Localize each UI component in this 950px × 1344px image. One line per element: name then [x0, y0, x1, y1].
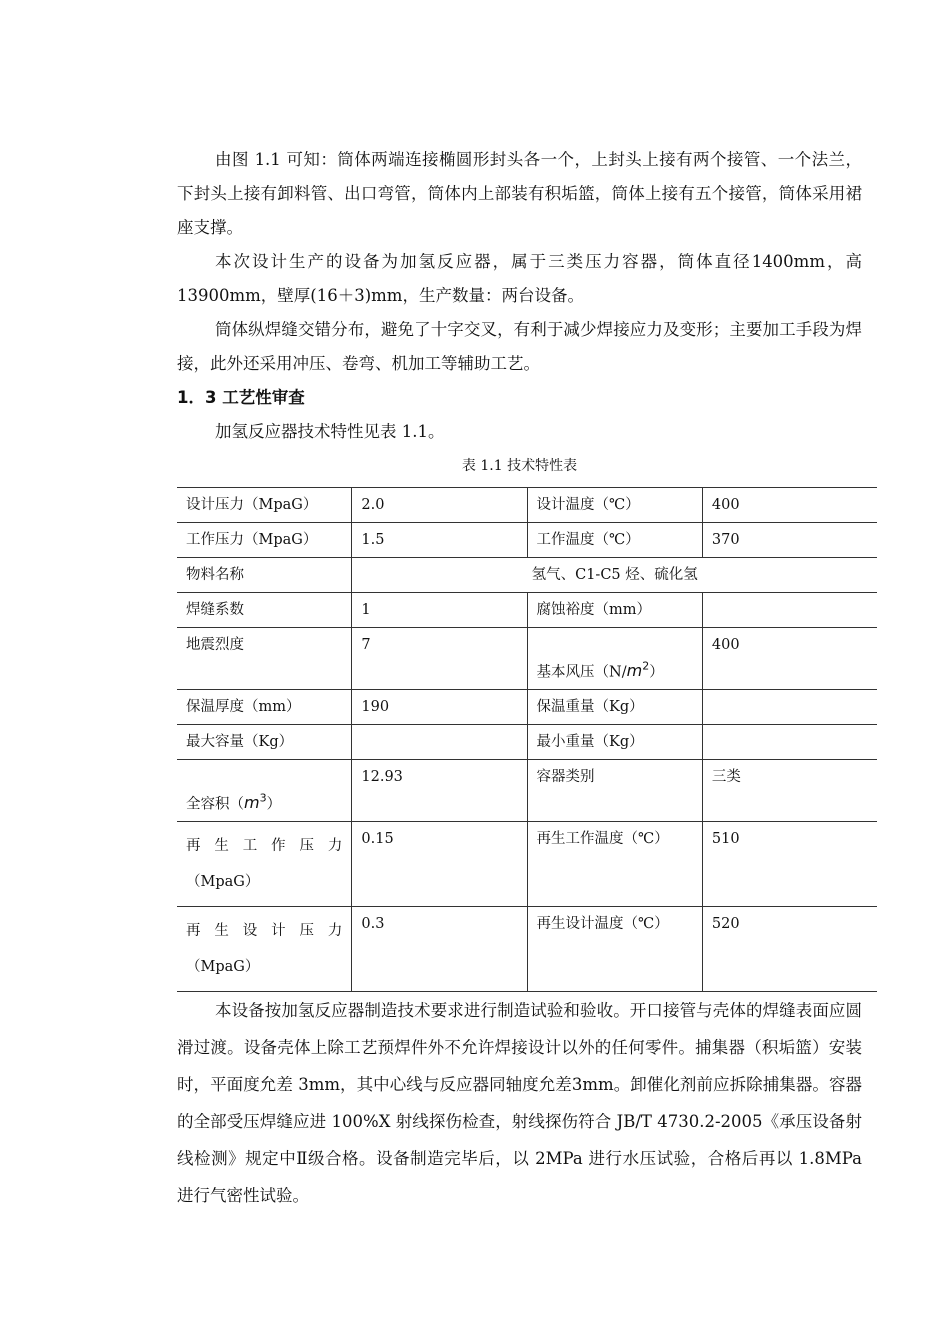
table-cell: 7 [352, 628, 527, 690]
paragraph-5: 本设备按加氢反应器制造技术要求进行制造试验和验收。开口接管与壳体的焊缝表面应圆滑过渡。设备壳体上除工艺预焊件外不允许焊接设计以外的任何零件。捕集器（积垢篮）安装时，平面度允差 3mm，其中心线与反应器同轴度允差3mm。卸催化剂前应拆除捕集器。容器的全部受压焊缝应进 100%X 射线探伤检查，射线探伤符合 JB/T 4730.2-2005《承压设备射线检测》规定中Ⅱ级合格。设备制造完毕后，以 2MPa 进行水压试验，合格后再以 1.8MPa 进行气密性试验。 [177, 1001, 862, 1205]
cell-text: （MpaG） [186, 959, 260, 975]
paragraph-3: 筒体纵焊缝交错分布，避免了十字交叉，有利于减少焊接应力及变形；主要加工手段为焊接，此外还采用冲压、卷弯、机加工等辅助工艺。 [177, 320, 862, 373]
table-cell: 190 [352, 690, 527, 725]
paragraph-4: 加氢反应器技术特性见表 1.1。 [215, 422, 445, 441]
table-cell [177, 760, 352, 822]
table-cell: 再生工作温度（℃） [527, 822, 702, 907]
section-heading: 1．3 工艺性审查 [177, 388, 305, 407]
table-cell: 地震烈度 [177, 628, 352, 690]
table-row [177, 907, 877, 992]
table-cell: 1 [352, 593, 527, 628]
table-cell [527, 628, 702, 690]
table-cell: 400 [702, 488, 877, 523]
table-row [177, 690, 877, 725]
table-cell: 设计压力（MpaG） [177, 488, 352, 523]
table-cell [352, 725, 527, 760]
table-row [177, 760, 877, 822]
table-row [177, 628, 877, 690]
table-cell: 2.0 [352, 488, 527, 523]
table-cell: 400 [702, 628, 877, 690]
table-cell: 520 [702, 907, 877, 992]
cell-text: ） [266, 796, 282, 812]
paragraph-2: 本次设计生产的设备为加氢反应器，属于三类压力容器，筒体直径1400mm，高 13900mm，壁厚(16＋3)mm，生产数量：两台设备。 [177, 252, 862, 305]
table-cell: 1.5 [352, 523, 527, 558]
table-cell: 510 [702, 822, 877, 907]
table-cell: 0.15 [352, 822, 527, 907]
table-cell: 保温重量（Kg） [527, 690, 702, 725]
paragraph-1: 由图 1.1 可知：筒体两端连接椭圆形封头各一个，上封头上接有两个接管、一个法兰，下封头上接有卸料管、出口弯管，筒体内上部装有积垢篮，筒体上接有五个接管，筒体采用裙座支撑。 [177, 150, 862, 237]
unit-symbol: $m^2$ [626, 659, 650, 680]
table-cell: 设计温度（℃） [527, 488, 702, 523]
table-row [177, 523, 877, 558]
table-cell: 保温厚度（mm） [177, 690, 352, 725]
table-row [177, 725, 877, 760]
table-row [177, 822, 877, 907]
document-page [177, 143, 862, 1214]
table-cell: 工作温度（℃） [527, 523, 702, 558]
table-cell: 再生设计温度（℃） [527, 907, 702, 992]
cell-text: ） [649, 664, 664, 680]
cell-text: 再生工作压力 [186, 838, 343, 854]
table-cell [177, 822, 352, 907]
table-caption: 表 1.1 技术特性表 [461, 458, 578, 474]
table-cell: 腐蚀裕度（mm） [527, 593, 702, 628]
table-cell: 焊缝系数 [177, 593, 352, 628]
table-cell [177, 907, 352, 992]
table-cell: 工作压力（MpaG） [177, 523, 352, 558]
table-cell: 最大容量（Kg） [177, 725, 352, 760]
table-row [177, 488, 877, 523]
table-row [177, 593, 877, 628]
cell-text: 基本风压（N/ [536, 664, 627, 680]
table-cell: 12.93 [352, 760, 527, 822]
table-cell: 0.3 [352, 907, 527, 992]
table-cell [702, 725, 877, 760]
cell-text: （MpaG） [186, 874, 260, 890]
cell-text: 再生设计压力 [186, 923, 343, 939]
table-cell [702, 593, 877, 628]
unit-symbol: $m^3$ [244, 791, 267, 812]
table-cell: 三类 [702, 760, 877, 822]
table-cell: 物料名称 [177, 558, 352, 593]
table-cell [702, 690, 877, 725]
table-cell: 氢气、C1-C5 烃、硫化氢 [352, 558, 877, 593]
table-row [177, 558, 877, 593]
spec-table [177, 487, 877, 992]
table-cell: 最小重量（Kg） [527, 725, 702, 760]
table-cell: 370 [702, 523, 877, 558]
cell-text: 全容积（ [186, 796, 244, 812]
table-cell: 容器类别 [527, 760, 702, 822]
